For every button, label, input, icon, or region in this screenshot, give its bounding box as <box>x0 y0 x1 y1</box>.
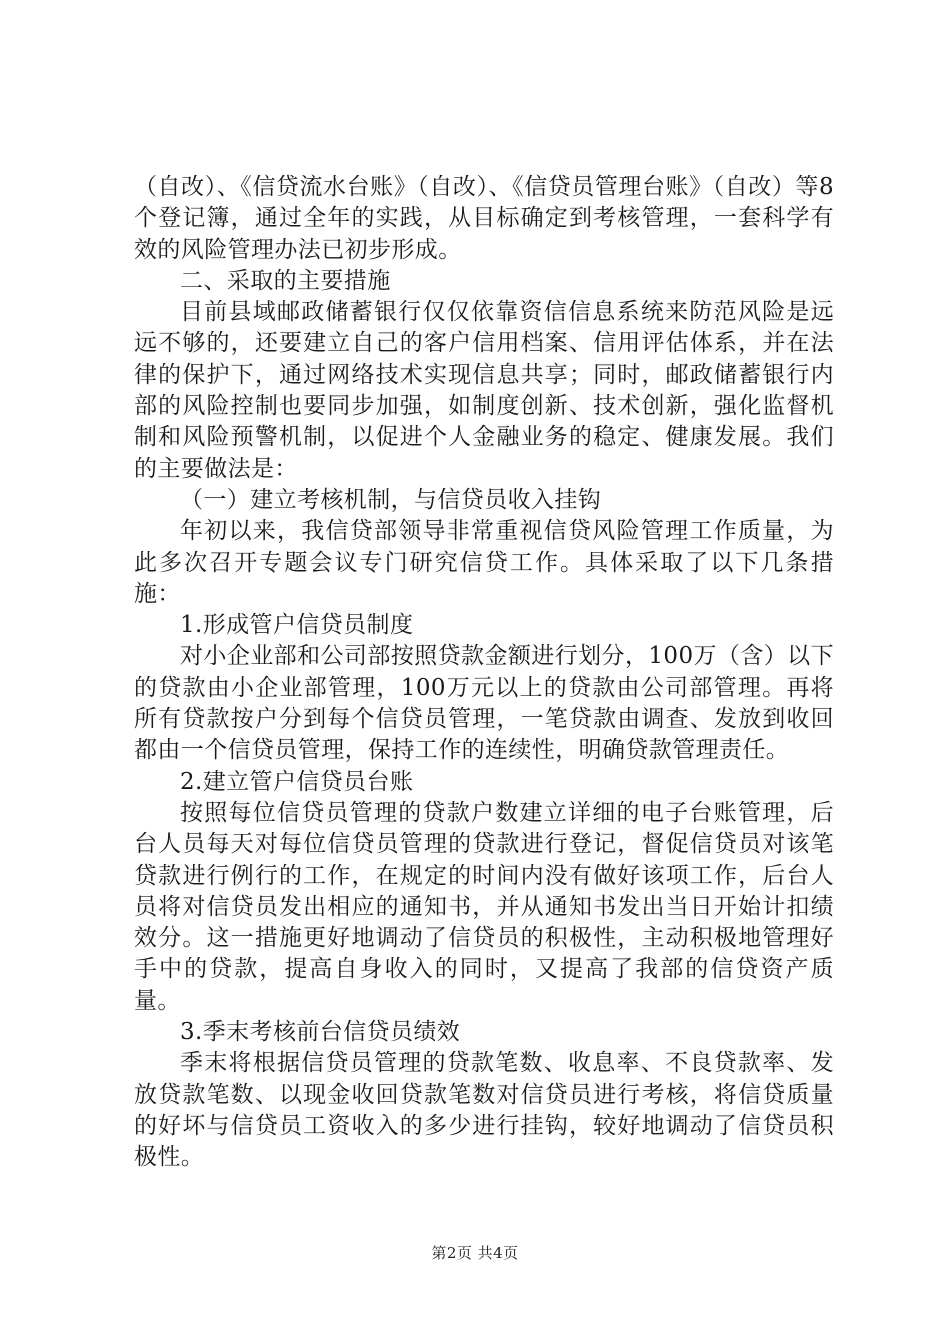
item-heading-1: 1.形成管户信贷员制度 <box>180 612 414 639</box>
paragraph-continuation: （自改）、《信贷流水台账》（自改）、《信贷员管理台账》（自改）等8个登记簿，通过全年的实践，从目标确定到考核管理，一套科学有效的风险管理办法已初步形成。 <box>134 174 834 263</box>
paragraph-intro: 目前县域邮政储蓄银行仅仅依靠资信信息系统来防范风险是远远不够的，还要建立自己的客户信用档案、信用评估体系，并在法律的保护下，通过网络技术实现信息共享；同时，邮政储蓄银行内部的风险控制也要同步加强，如制度创新、技术创新，强化监督机制和风险预警机制，以促进个人金融业务的稳定、健康发展。我们的主要做法是： <box>134 299 834 482</box>
section-heading-measures: 二、采取的主要措施 <box>180 267 391 294</box>
subsection-heading-assessment: （一）建立考核机制，与信贷员收入挂钩 <box>180 486 602 513</box>
item-heading-3: 3.季末考核前台信贷员绩效 <box>180 1019 461 1046</box>
paragraph-measures-intro: 年初以来，我信贷部领导非常重视信贷风险管理工作质量，为此多次召开专题会议专门研究信贷工作。具体采取了以下几条措施： <box>134 518 834 607</box>
document-body <box>134 172 834 1174</box>
paragraph-item-1: 对小企业部和公司部按照贷款金额进行划分，100万（含）以下的贷款由小企业部管理，100万元以上的贷款由公司部管理。再将所有贷款按户分到每个信贷员管理，一笔贷款由调查、发放到收回都由一个信贷员管理，保持工作的连续性，明确贷款管理责任。 <box>134 643 834 764</box>
paragraph-item-3: 季末将根据信贷员管理的贷款笔数、收息率、不良贷款率、发放贷款笔数、以现金收回贷款笔数对信贷员进行考核，将信贷质量的好坏与信贷员工资收入的多少进行挂钩，较好地调动了信贷员积极性。 <box>134 1050 834 1171</box>
item-heading-2: 2.建立管户信贷员台账 <box>180 768 414 795</box>
page-number-footer: 第2页 共4页 <box>431 1244 519 1262</box>
paragraph-item-2: 按照每位信贷员管理的贷款户数建立详细的电子台账管理，后台人员每天对每位信贷员管理的贷款进行登记，督促信贷员对该笔贷款进行例行的工作，在规定的时间内没有做好该项工作，后台人员将对信贷员发出相应的通知书，并从通知书发出当日开始计扣绩效分。这一措施更好地调动了信贷员的积极性，主动积极地管理好手中的贷款，提高自身收入的同时，又提高了我部的信贷资产质量。 <box>134 799 834 1014</box>
